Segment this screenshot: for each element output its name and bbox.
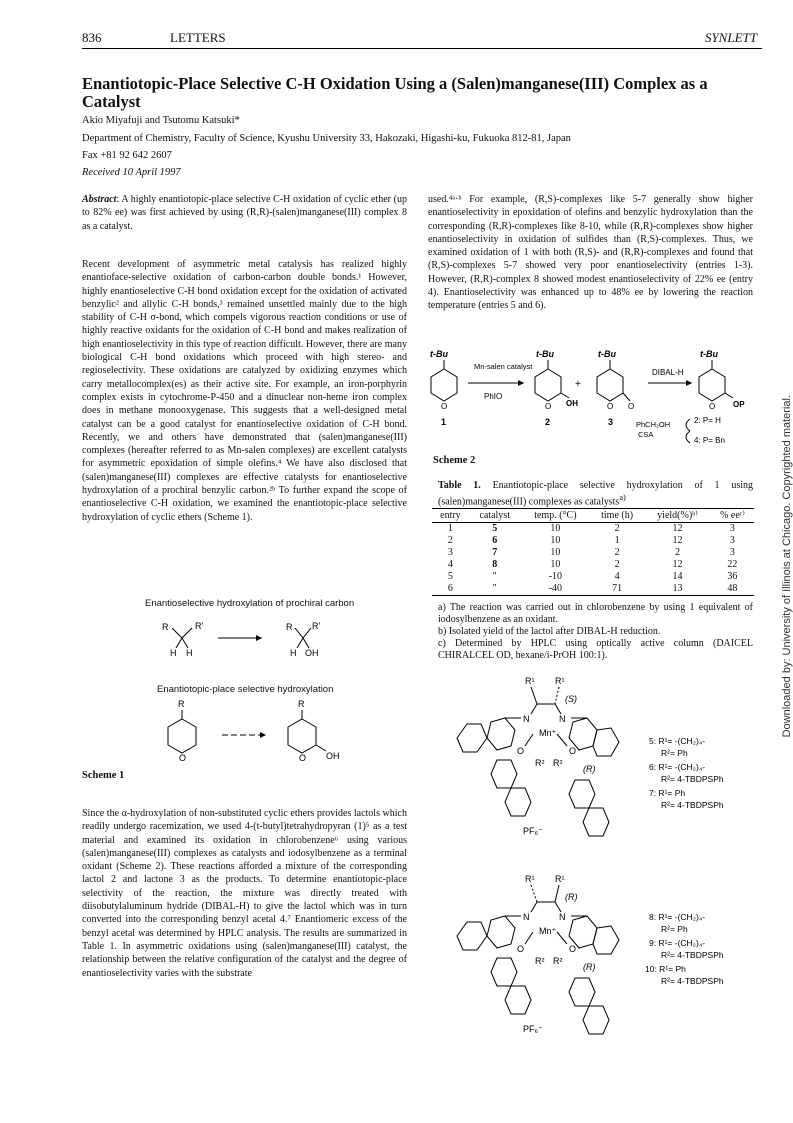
table-row	[432, 535, 754, 547]
table-cell: 6	[492, 535, 498, 546]
footnote-c: c) Determined by HPLC using optically active column (DAICEL CHIRALCEL OD, hexane/i-PrOH 100:1).	[438, 638, 753, 661]
scheme1-caption-mid: Enantiotopic-place selective hydroxylation	[157, 684, 334, 695]
o-left: O	[517, 746, 525, 756]
tbu-3: t-Bu	[598, 349, 616, 359]
compound-1-label: 1	[441, 417, 447, 427]
journal-name: SYNLETT	[704, 30, 757, 45]
n-left: N	[523, 714, 530, 724]
o-right: O	[569, 944, 577, 954]
table-cell: -10	[548, 571, 563, 582]
r-label-ether: R	[178, 699, 185, 709]
col-header: yield(%)ᵇ⁾	[644, 509, 711, 523]
rp-label-product: R'	[312, 621, 321, 631]
table-cell: 2	[614, 523, 620, 534]
catalyst-structure-5-7	[455, 672, 755, 842]
r-label-product: R	[286, 622, 293, 632]
reagent-phch2oh: PhCH₂OH	[636, 420, 671, 429]
abstract-label: Abstract	[82, 194, 117, 205]
rp-label: R'	[195, 621, 204, 631]
catalyst-label-line: 8: R¹= -(CH₂)₄-	[649, 912, 706, 922]
tbu-4: t-Bu	[700, 349, 718, 359]
config-lower: (R)	[583, 962, 596, 972]
table-cell: "	[492, 571, 497, 582]
table-cell: 8	[492, 559, 498, 570]
o-2: O	[545, 402, 552, 411]
table-cell: 1	[447, 523, 453, 534]
table1-caption-text: Enantiotopic-place selective hydroxylation of 1 using (salen)manganese(III) complexes as catalysts	[438, 480, 753, 508]
r1-left: R¹	[525, 874, 535, 884]
table-cell: 5	[447, 571, 453, 582]
col-header: entry	[432, 509, 469, 523]
table-cell: 3	[729, 535, 735, 546]
table-cell: 10	[550, 535, 561, 546]
footnote-b: b) Isolated yield of the lactol after DIBAL-H reduction.	[438, 626, 661, 637]
scheme1-ether-reaction	[150, 695, 360, 765]
table1-footnotes	[438, 602, 753, 662]
r2-left: R²	[535, 758, 545, 768]
abstract-text: : A highly enantiotopic-place selective C-H oxidation of cyclic ether (up to 82% ee) was first achieved by using (R,R)-(salen)manganese(III) complex 8 as a catalyst.	[82, 194, 407, 232]
paragraph-text: Recent development of asymmetric metal catalysis has realized highly enantioface-selective oxidation of carbon-carbon double bonds.¹ However, highly enantioselective C-H bond oxidation except for the oxidation of activated benzylic² and allylic C-H bonds,³ remained unsettled mainly due to the high stability of C-H σ-bond, which compels vigorous reaction conditions or use of highly reactive oxidants for the oxidation of C-H bond and makes realization of high enantioselectivity in this type of reaction difficult. However, there are many biological C-H bond oxidations which proceed with high stereo- and regioselectivity. These oxidations are catalyzed by oxidizing enzymes which carry metallocomplex(es) as their active site. For example, an iron-porphyrin complex exists in cytochrome-P-450 and a dinuclear non-heme iron complex does in methane monooxygenase. This suggests that a well-designed metal catalyst can be a good catalyst for enantioselective oxidation of C-H bond. Recently, we and others have demonstrated that (salen)manganese(III) complexes (hereafter referred to as Mn-salen complexes) are excellent catalysts for asymmetric epoxidation of simple olefins.⁴ We have also disclosed that (salen)manganese(III) complexes are effective catalysts for enantioselective hydroxylation of a prochiral benzylic carbon.²ᵇ To further expand the scope of enantioselective C-H oxidation, we examined the enantiotopic-place selective hydroxylation of cyclic ethers (Scheme 1).	[82, 259, 407, 523]
table-row	[432, 583, 754, 596]
r2-right: R²	[553, 956, 563, 966]
r1-right: R¹	[555, 676, 565, 686]
header-rule	[82, 48, 762, 49]
section-label: LETTERS	[170, 30, 226, 45]
body-paragraph-2	[82, 807, 407, 980]
mn-center: Mn⁺	[539, 728, 557, 738]
col-header: % eeᶜ⁾	[711, 509, 754, 523]
n-left: N	[523, 912, 530, 922]
product-p-bn: 4: P= Bn	[694, 436, 725, 445]
table1-caption-sup: a)	[619, 493, 626, 502]
table-cell: 2	[674, 547, 680, 558]
table-cell: 5	[492, 523, 498, 534]
received-date: Received 10 April 1997	[82, 167, 181, 178]
reagent-csa: CSA	[638, 430, 654, 439]
col-header: time (h)	[590, 509, 644, 523]
paragraph-text: used.⁴ᵃ·ʰ For example, (R,S)-complexes like 5-7 generally show higher enantioselectivity in epoxidation of olefins and benzylic hydroxylation than the corresponding (R,R)-complexes like 8-10, while (R,R)-complexes show higher enantioselectivity in oxidation of sulfides than (R,S)-complexes. Thus, we examined oxidation of 1 with both (R,S)- and (R,R)-complexes and found that (R,S)-complexes 5-7 showed very poor enantioselectivity (entries 1-3). However, (R,R)-complex 8 showed modest enantioselectivity of 22% ee (entry 4). Enantioselectivity was enhanced up to 48% ee by lowering the reaction temperature (entries 5 and 6).	[428, 194, 753, 312]
compound-3-label: 3	[608, 417, 614, 427]
h-label-product: H	[290, 648, 297, 658]
r1-right: R¹	[555, 874, 565, 884]
tbu-2: t-Bu	[536, 349, 554, 359]
reagent-catalyst: Mn-salen catalyst	[474, 362, 533, 371]
o-label-lactol: O	[299, 753, 307, 763]
table-cell: 48	[711, 583, 754, 596]
catalyst-structure-8-10	[455, 870, 755, 1040]
table-cell: 12	[672, 559, 683, 570]
table-cell: 6	[432, 583, 469, 596]
o-3-ring: O	[607, 402, 614, 411]
table-row	[432, 559, 754, 571]
table-row	[432, 571, 754, 583]
catalyst-label-line: 5: R¹= -(CH₂)₄-	[649, 736, 706, 746]
table1-caption-label: Table 1.	[438, 480, 481, 491]
op-4: OP	[733, 400, 745, 409]
o-label-ether: O	[179, 753, 187, 763]
r-label-lactol: R	[298, 699, 305, 709]
table-cell: 2	[447, 535, 453, 546]
table-cell: 3	[729, 523, 735, 534]
table1-caption	[438, 480, 753, 508]
table-cell: 14	[672, 571, 683, 582]
body-paragraph-1	[82, 258, 407, 524]
compound-2-label: 2	[545, 417, 551, 427]
table-cell: 3	[729, 547, 735, 558]
o-right: O	[569, 746, 577, 756]
table-cell: 10	[550, 559, 561, 570]
col-header: catalyst	[469, 509, 521, 523]
table-cell: 36	[727, 571, 738, 582]
catalyst-label-line: 9: R¹= -(CH₂)₄-	[649, 938, 706, 948]
o-left: O	[517, 944, 525, 954]
table-cell: 22	[727, 559, 738, 570]
table-cell: 3	[447, 547, 453, 558]
catalyst-label-line: R²= 4-TBDPSPh	[661, 976, 724, 986]
col-header: temp. (°C)	[521, 509, 591, 523]
catalyst-label-line: R²= 4-TBDPSPh	[661, 950, 724, 960]
config-upper: (S)	[565, 694, 577, 704]
table-cell: 71	[590, 583, 644, 596]
r2-right: R²	[553, 758, 563, 768]
page-number: 836	[82, 30, 102, 45]
catalyst-label-line: 10: R¹= Ph	[645, 964, 686, 974]
o-1: O	[441, 402, 448, 411]
config-upper: (R)	[565, 892, 578, 902]
table-cell: 4	[447, 559, 453, 570]
table1	[432, 508, 754, 596]
table-cell: -40	[521, 583, 591, 596]
table-cell: 10	[550, 523, 561, 534]
footnote-a: a) The reaction was carried out in chlorobenzene by using 1 equivalent of iodosylbenzene as an oxidant.	[438, 602, 753, 625]
table-cell: 13	[644, 583, 711, 596]
catalyst-label-line: 7: R¹= Ph	[649, 788, 686, 798]
r2-left: R²	[535, 956, 545, 966]
pf6-counterion: PF₆⁻	[523, 826, 543, 836]
plus-sign: +	[575, 379, 581, 390]
table-row	[432, 523, 754, 536]
o-4: O	[709, 402, 716, 411]
authors: Akio Miyafuji and Tsutomu Katsuki*	[82, 115, 240, 126]
oh-2: OH	[566, 399, 578, 408]
fax: Fax +81 92 642 2607	[82, 150, 172, 161]
scheme1-caption-top: Enantioselective hydroxylation of prochiral carbon	[145, 598, 355, 609]
catalyst-label-line: R²= Ph	[661, 748, 688, 758]
table-cell: 1	[614, 535, 620, 546]
reagent-dibal: DIBAL-H	[652, 368, 684, 377]
table-cell: 7	[492, 547, 498, 558]
n-right: N	[559, 912, 566, 922]
r-label: R	[162, 622, 169, 632]
table-header-row	[432, 509, 754, 523]
oh-label-lactol: OH	[326, 751, 340, 761]
download-notice: Downloaded by: University of Illinois at Chicago. Copyrighted material.	[781, 395, 793, 738]
affiliation: Department of Chemistry, Faculty of Science, Kyushu University 33, Hakozaki, Higashi-ku, Fukuoka 812-81, Japan	[82, 133, 571, 144]
catalyst-label-line: R²= Ph	[661, 924, 688, 934]
pf6-counterion: PF₆⁻	[523, 1024, 543, 1034]
h-label-2: H	[186, 648, 193, 658]
table-cell: 2	[614, 559, 620, 570]
scheme2-label: Scheme 2	[433, 455, 476, 466]
scheme1-label: Scheme 1	[82, 770, 125, 781]
product-p-h: 2: P= H	[694, 416, 721, 425]
catalyst-label-line: 6: R¹= -(CH₂)₄-	[649, 762, 706, 772]
abstract	[82, 193, 407, 233]
n-right: N	[559, 714, 566, 724]
tbu-1: t-Bu	[430, 349, 448, 359]
body-paragraph-3	[428, 193, 753, 313]
config-lower: (R)	[583, 764, 596, 774]
h-label-1: H	[170, 648, 177, 658]
o-3-carbonyl: O	[628, 402, 635, 411]
table-cell: "	[469, 583, 521, 596]
table-cell: 2	[614, 547, 620, 558]
article-title: Enantiotopic-Place Selective C-H Oxidation Using a (Salen)manganese(III) Complex as a Catalyst	[82, 74, 708, 111]
table-cell: 12	[672, 535, 683, 546]
catalyst-label-line: R²= 4-TBDPSPh	[661, 800, 724, 810]
table-cell: 10	[550, 547, 561, 558]
scheme1-prochiral-reaction	[150, 612, 360, 662]
mn-center: Mn⁺	[539, 926, 557, 936]
table-cell: 12	[672, 523, 683, 534]
reagent-phio: PhIO	[484, 392, 503, 401]
paragraph-text: Since the α-hydroxylation of non-substituted cyclic ethers provides lactols which readily undergo racemization, we used 4-(t-butyl)tetrahydropyran (1)⁵ as a test material and examined its oxidation in chlorobenzene⁶ using various (salen)manganese(III) complexes as catalysts and iodosylbenzene as a terminal oxidant (Scheme 2). These reactions afforded a mixture of the corresponding lactol 2 and lactone 3 as the products. To determine enantiotopic-place selectivity of the reaction, the mixture was directly treated with diisobutylaluminum hydride (DIBAL-H) to give the lactol which was in turn converted into the corresponding benzyl acetal 4.⁷ Enantiomeric excess of the benzyl acetal was determined by HPLC analysis. The results are summarized in Table 1. In asymmetric oxidations using (salen)manganese(III) catalyst, the relationship between the relative configuration of the catalyst and the degree of enantioselectivity varies with the substrate	[82, 808, 407, 979]
table-cell: 4	[614, 571, 620, 582]
table-row	[432, 547, 754, 559]
catalyst-label-line: R²= 4-TBDPSPh	[661, 774, 724, 784]
oh-label-product: OH	[305, 648, 319, 658]
r1-left: R¹	[525, 676, 535, 686]
scheme2-diagram	[428, 343, 758, 451]
